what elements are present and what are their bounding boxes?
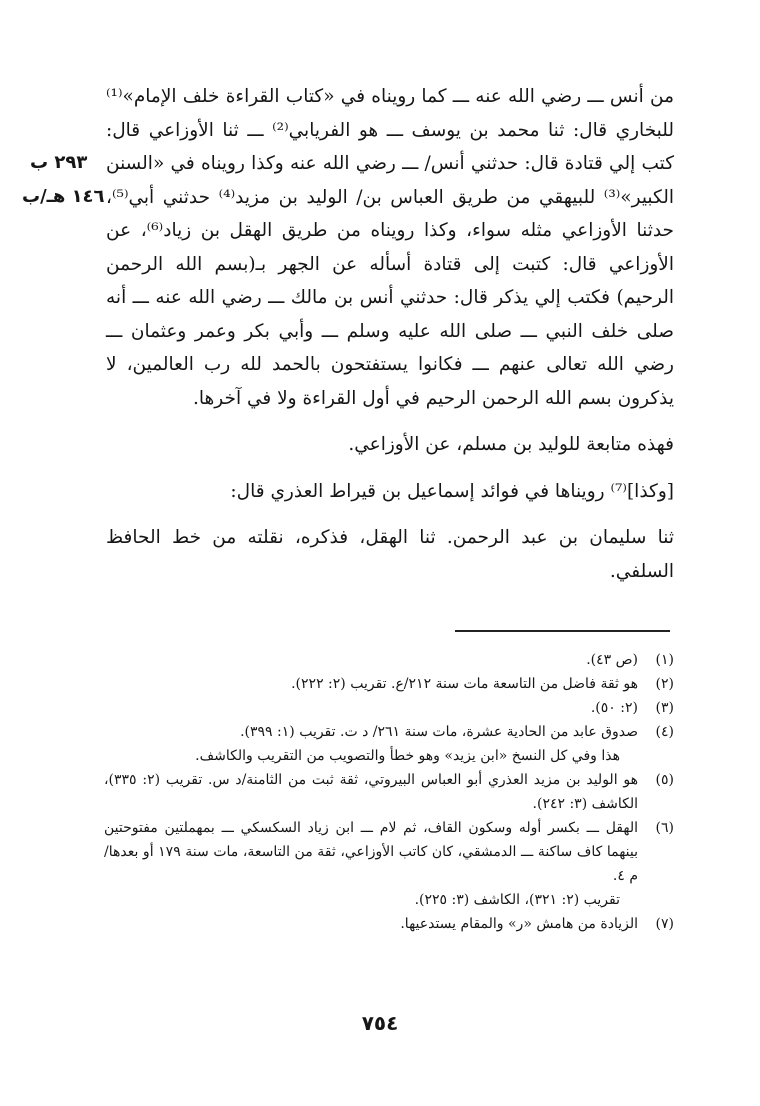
page-number: ٧٥٤: [361, 1011, 399, 1035]
footnote-separator: [455, 630, 670, 632]
footnote-text: هو الوليد بن مزيد العذري أبو العباس البيروتي، ثقة ثبت من الثامنة/د س. تقريب (٢: ٣٣٥)، الكاشف (٣: ٢٤٢).: [104, 772, 639, 812]
paragraph-3: [وكذا]⁽⁷⁾ رويناها في فوائد إسماعيل بن قيراط العذري قال:: [230, 480, 674, 502]
footnote-number: (٤): [655, 724, 674, 740]
footnote-number: (٦): [655, 820, 674, 836]
footnote-text: صدوق عابد من الحادية عشرة، مات سنة ٢٦١/ د ت. تقريب (١: ٣٩٩). هذا وفي كل النسخ «ابن يزيد» وهو خطأ والتصويب من التقريب والكاشف.: [104, 720, 638, 768]
footnote-number: (٢): [655, 676, 674, 692]
footnote-number: (٧): [655, 916, 674, 932]
footnote: [104, 696, 674, 720]
footnote-text: هو ثقة فاضل من التاسعة مات سنة ٢١٢/ع. تقريب (٢: ٢٢٢).: [291, 676, 638, 692]
footnotes: [104, 648, 674, 936]
footnote: [104, 648, 674, 672]
footnote-text: الهقل ـــ بكسر أوله وسكون القاف، ثم لام ـــ ابن زياد السكسكي ـــ بمهملتين مفتوحتين بينهما كاف ساكنة ـــ الدمشقي، كان كاتب الأوزاعي، ثقة من التاسعة، مات سنة ١٧٩ أو بعدها/ م ٤. تقريب (٢: ٣٢١)، الكاشف (٣: ٢٢٥).: [104, 816, 638, 912]
footnote-number: (٣): [655, 700, 674, 716]
footnote-text: الزيادة من هامش «ر» والمقام يستدعيها.: [400, 916, 638, 932]
footnote: [104, 720, 674, 768]
footnote: [104, 816, 674, 912]
footnote-subnote: هذا وفي كل النسخ «ابن يزيد» وهو خطأ والتصويب من التقريب والكاشف.: [195, 748, 620, 764]
footnote: [104, 912, 674, 936]
footnote: [104, 672, 674, 696]
footnote-number: (٥): [655, 772, 674, 788]
footnote-number: (١): [655, 652, 674, 668]
footnote: [104, 768, 674, 816]
paragraph-4: ثنا سليمان بن عبد الرحمن. ثنا الهقل، فذكره، نقلته من خط الحافظ السلفي.: [106, 527, 674, 582]
footnote-subnote: تقريب (٢: ٣٢١)، الكاشف (٣: ٢٢٥).: [414, 892, 620, 908]
margin-folio-note: ٢٩٣ ب: [30, 152, 88, 173]
main-text: [106, 80, 674, 588]
paragraph-1: من أنس ـــ رضي الله عنه ـــ كما رويناه في «كتاب القراءة خلف الإمام»⁽¹⁾ للبخاري قال: ثنا محمد بن يوسف ـــ هو الفريابي⁽²⁾ ـــ ثنا الأوزاعي قال: كتب إلي قتادة قال: حدثني أنس/ ـــ رضي الله عنه وكذا رويناه في «السنن الكبير»⁽³⁾ للبيهقي من طريق العباس بن/ الوليد بن مزيد⁽⁴⁾ حدثني أبي⁽⁵⁾، حدثنا الأوزاعي مثله سواء، وكذا رويناه من طريق الهقل بن زياد⁽⁶⁾، عن الأوزاعي قال: كتبت إلى قتادة أسأله عن الجهر بـ(بسم الله الرحمن الرحيم) فكتب إلي يذكر قال: حدثني أنس بن مالك ـــ رضي الله عنه ـــ أنه صلى خلف النبي ـــ صلى الله عليه وسلم ـــ وأبي بكر وعمر وعثمان ـــ رضي الله تعالى عنهم ـــ فكانوا يستفتحون بالحمد لله رب العالمين، لا يذكرون بسم الله الرحمن الرحيم في أول القراءة ولا في آخرها.: [106, 86, 674, 409]
paragraph-2: فهذه متابعة للوليد بن مسلم، عن الأوزاعي.: [348, 434, 674, 455]
margin-folio-note: ١٤٦ هـ/ب: [22, 186, 105, 207]
footnote-text: (ص ٤٣).: [586, 652, 638, 668]
footnote-text: (٢: ٥٠).: [590, 700, 638, 716]
